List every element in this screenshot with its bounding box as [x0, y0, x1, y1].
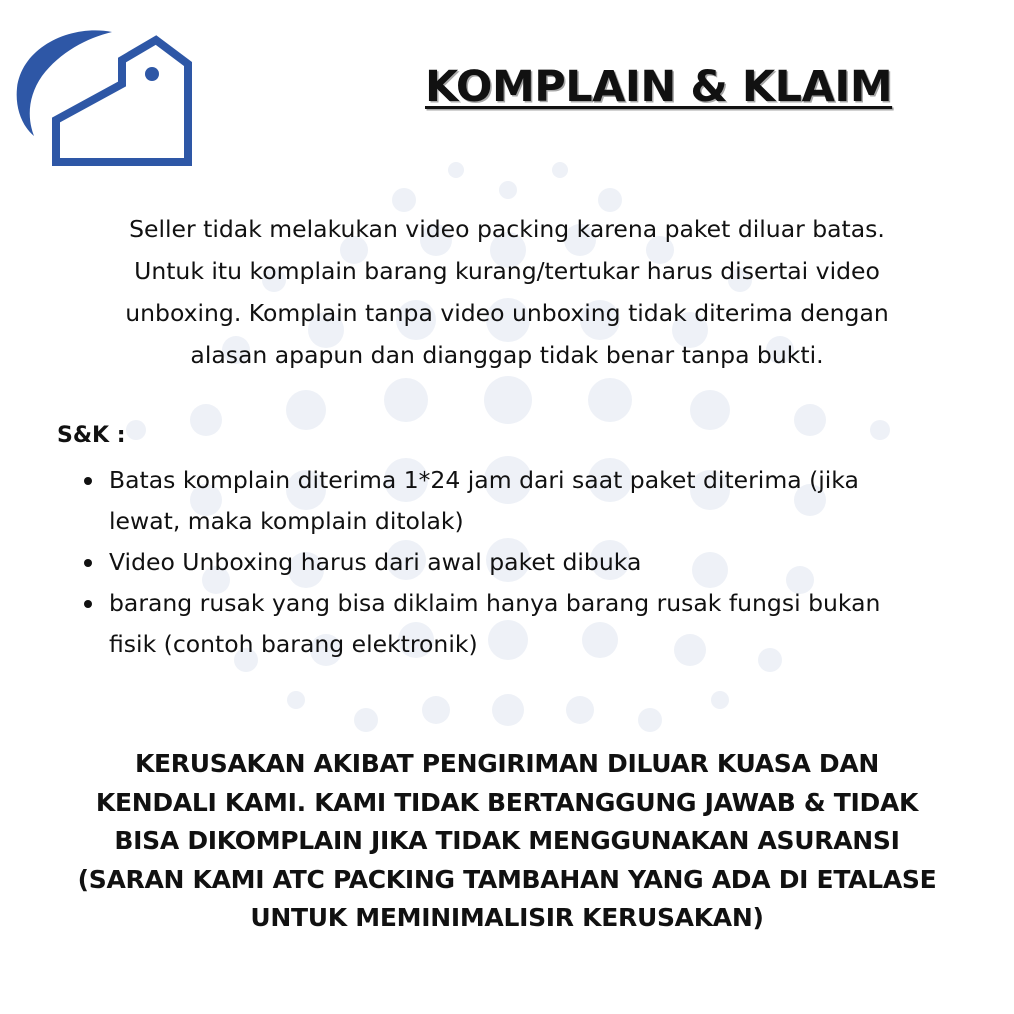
list-item: [84, 460, 964, 542]
house-logo-icon: [12, 26, 194, 172]
list-item-text: Video Unboxing harus dari awal paket dibuka: [109, 548, 642, 576]
list-item-text: fisik (contoh barang elektronik): [109, 630, 478, 658]
terms-list: [84, 460, 964, 665]
intro-line: alasan apapun dan dianggap tidak benar tanpa bukti.: [190, 341, 824, 369]
disclaimer-text: [20, 745, 994, 938]
intro-line: unboxing. Komplain tanpa video unboxing tidak diterima dengan: [125, 299, 889, 327]
list-item-text: Batas komplain diterima 1*24 jam dari saat paket diterima (jika: [109, 466, 859, 494]
list-item-text: barang rusak yang bisa diklaim hanya barang rusak fungsi bukan: [109, 589, 881, 617]
disclaimer-line: BISA DIKOMPLAIN JIKA TIDAK MENGGUNAKAN ASURANSI: [114, 826, 900, 855]
disclaimer-line: KERUSAKAN AKIBAT PENGIRIMAN DILUAR KUASA DAN: [134, 749, 880, 778]
disclaimer-line: (SARAN KAMI ATC PACKING TAMBAHAN YANG ADA DI ETALASE: [77, 864, 937, 894]
disclaimer-line: UNTUK MEMINIMALISIR KERUSAKAN): [250, 903, 764, 932]
terms-heading: S&K :: [57, 423, 126, 448]
intro-line: Seller tidak melakukan video packing karena paket diluar batas.: [129, 215, 885, 243]
bullet-icon: [84, 559, 92, 567]
list-item-text: lewat, maka komplain ditolak): [109, 507, 464, 535]
disclaimer-line: KENDALI KAMI. KAMI TIDAK BERTANGGUNG JAWAB & TIDAK: [95, 787, 919, 817]
list-item: [84, 542, 964, 583]
intro-paragraph: [60, 208, 954, 376]
bullet-icon: [84, 600, 92, 608]
list-item: [84, 583, 964, 665]
page-title: KOMPLAIN & KLAIM: [425, 62, 893, 112]
bullet-icon: [84, 477, 92, 485]
intro-line: Untuk itu komplain barang kurang/tertukar harus disertai video: [134, 257, 880, 285]
